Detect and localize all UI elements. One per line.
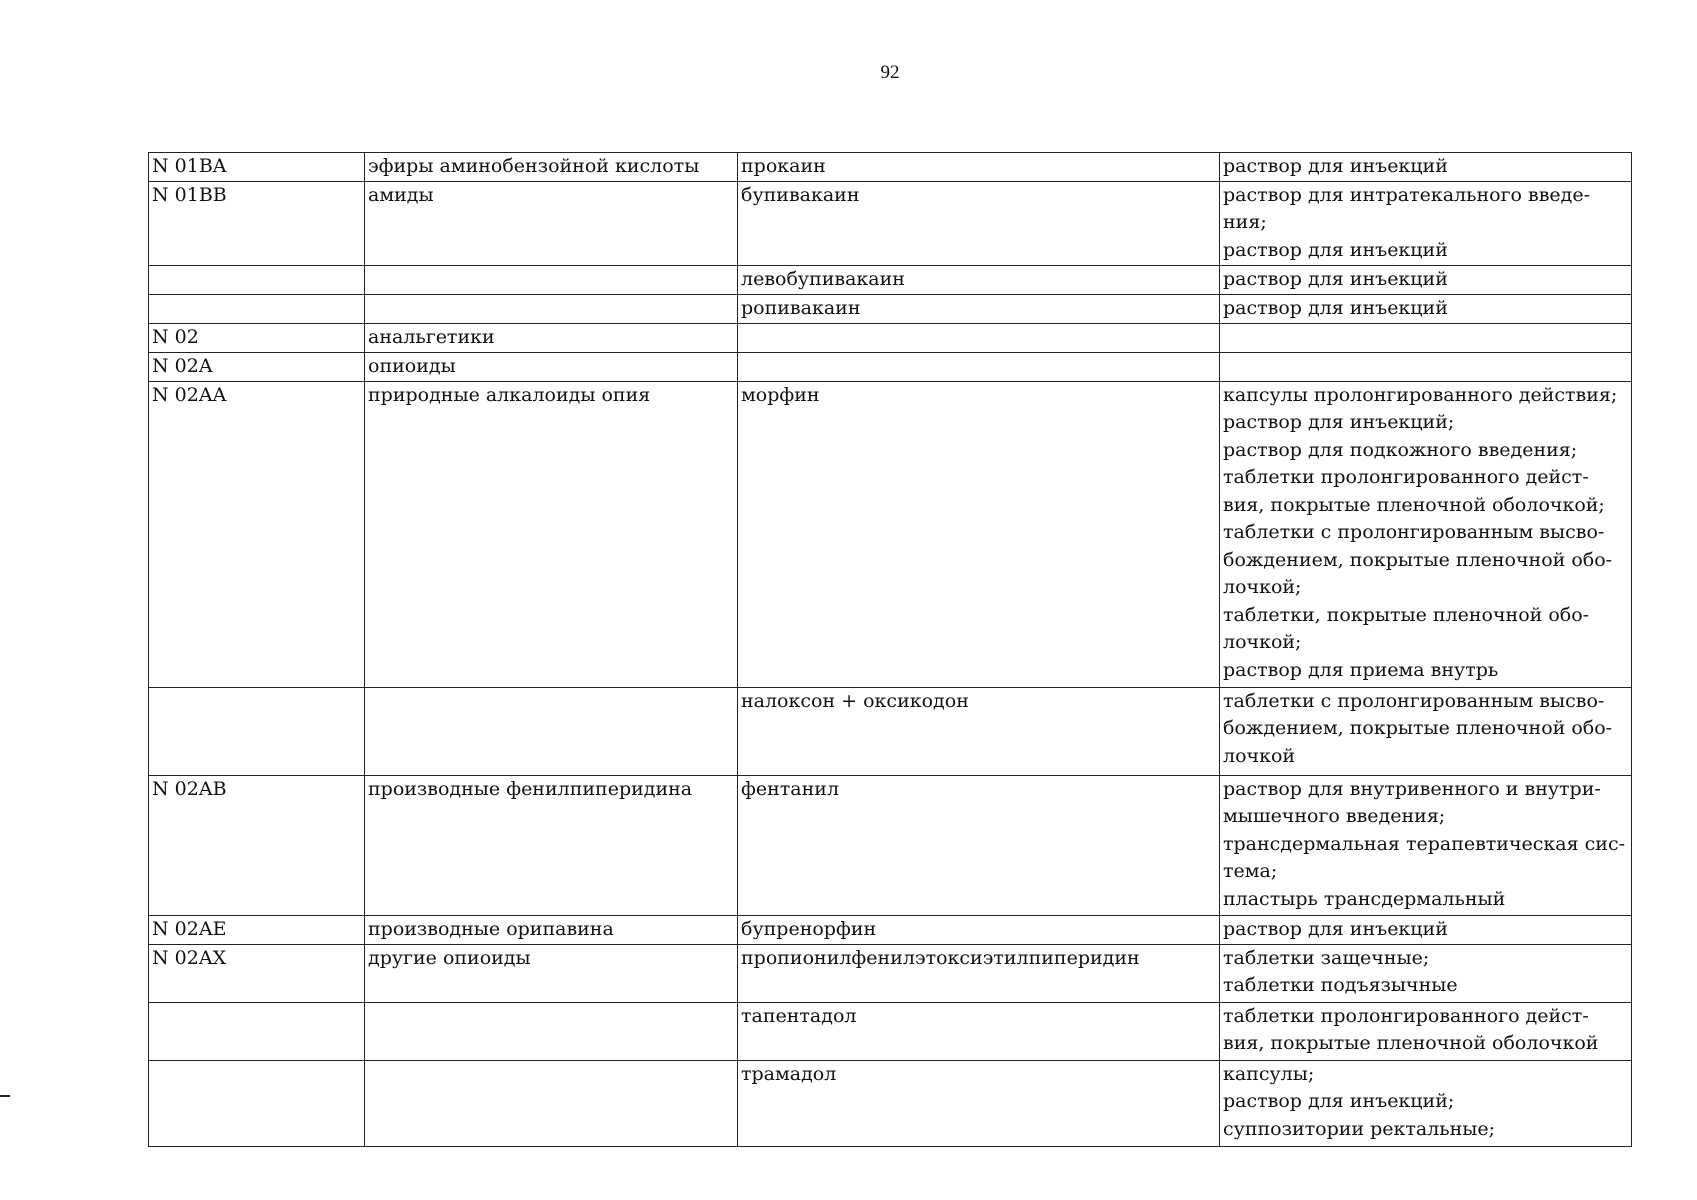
dosage-form-line: лочкой (1223, 744, 1296, 767)
drug-table (148, 152, 1632, 1147)
atc-code-cell: N 01BA (149, 153, 365, 182)
dosage-form-line: вия, покрытые пленочной оболочкой; (1223, 493, 1605, 516)
drug-name-cell: пропионилфенилэтоксиэтилпиперидин (738, 944, 1220, 1002)
dosage-form-line: раствор для подкожного введения; (1223, 438, 1578, 461)
atc-code-cell (149, 1002, 365, 1060)
table-row (149, 381, 1632, 687)
dosage-form-line: раствор для инъекций; (1223, 411, 1455, 433)
table-row (149, 181, 1632, 265)
dosage-form-line: ния; (1223, 211, 1267, 233)
dosage-form-line: суппозитории ректальные; (1223, 1117, 1496, 1140)
group-name-cell (365, 294, 738, 323)
dosage-form-line: раствор для интратекального введе- (1223, 183, 1591, 206)
drug-name-cell: ропивакаин (738, 294, 1220, 323)
group-name-cell: эфиры аминобензойной кислоты (365, 153, 738, 182)
group-name-cell (365, 687, 738, 775)
drug-name-cell: тапентадол (738, 1002, 1220, 1060)
dosage-form-line: раствор для внутривенного и внутри- (1223, 777, 1601, 800)
atc-code-cell (149, 294, 365, 323)
group-name-cell (365, 1060, 738, 1146)
group-name-cell: анальгетики (365, 323, 738, 352)
dosage-form-line: вия, покрытые пленочной оболочкой (1223, 1032, 1599, 1054)
dosage-form-line: таблетки с пролонгированным высво- (1223, 689, 1605, 712)
dosage-form-line: капсулы; (1223, 1062, 1315, 1085)
dosage-form-line: трансдермальная терапевтическая сис- (1223, 832, 1626, 855)
dosage-form-line: бождением, покрытые пленочной обо- (1223, 548, 1613, 571)
drug-name-cell: бупивакаин (738, 181, 1220, 265)
drug-name-cell (738, 323, 1220, 352)
table-row (149, 323, 1632, 352)
atc-code-cell (149, 687, 365, 775)
drug-name-cell: прокаин (738, 153, 1220, 182)
page-number: 92 (880, 62, 900, 83)
atc-code-cell: N 02AA (149, 381, 365, 687)
dosage-form-line: таблетки защечные; (1223, 946, 1430, 969)
table-row (149, 352, 1632, 381)
atc-code-cell: N 02AE (149, 915, 365, 944)
group-name-cell: другие опиоиды (365, 944, 738, 1002)
dosage-form-line: таблетки с пролонгированным высво- (1223, 521, 1605, 543)
dosage-form-line: таблетки пролонгированного дейст- (1223, 1004, 1589, 1027)
dosage-form-line: пластырь трансдермальный (1223, 887, 1506, 910)
atc-code-cell: N 01BB (149, 181, 365, 265)
dosage-form-line: раствор для инъекций (1223, 155, 1448, 177)
dosage-form-line: раствор для инъекций; (1223, 1090, 1455, 1112)
drug-name-cell: налоксон + оксикодон (738, 687, 1220, 775)
drug-name-cell: фентанил (738, 775, 1220, 915)
table-body (149, 153, 1632, 1147)
dosage-forms-cell (1220, 265, 1632, 294)
dosage-form-line: таблетки подъязычные (1223, 974, 1458, 996)
margin-mark (0, 1095, 10, 1097)
atc-code-cell (149, 265, 365, 294)
table-row (149, 153, 1632, 182)
atc-code-cell: N 02AX (149, 944, 365, 1002)
dosage-form-line: раствор для инъекций (1223, 296, 1448, 319)
group-name-cell (365, 1002, 738, 1060)
table-row (149, 1060, 1632, 1146)
dosage-form-line: бождением, покрытые пленочной обо- (1223, 717, 1613, 739)
group-name-cell: производные фенилпиперидина (365, 775, 738, 915)
group-name-cell: природные алкалоиды опия (365, 381, 738, 687)
dosage-forms-cell (1220, 775, 1632, 915)
dosage-forms-cell (1220, 323, 1632, 352)
dosage-forms-cell (1220, 687, 1632, 775)
table-row (149, 265, 1632, 294)
group-name-cell: опиоиды (365, 352, 738, 381)
dosage-form-line: таблетки пролонгированного дейст- (1223, 466, 1589, 488)
dosage-form-line: раствор для инъекций (1223, 238, 1448, 261)
group-name-cell: амиды (365, 181, 738, 265)
dosage-form-line: лочкой; (1223, 576, 1302, 598)
dosage-form-line: капсулы пролонгированного действия; (1223, 383, 1618, 406)
table-row (149, 1002, 1632, 1060)
dosage-forms-cell (1220, 944, 1632, 1002)
dosage-forms-cell (1220, 181, 1632, 265)
dosage-form-line: тема; (1223, 860, 1278, 882)
dosage-form-line: раствор для инъекций (1223, 917, 1448, 940)
table-row (149, 944, 1632, 1002)
drug-name-cell: бупренорфин (738, 915, 1220, 944)
dosage-forms-cell (1220, 352, 1632, 381)
dosage-forms-cell (1220, 294, 1632, 323)
dosage-forms-cell (1220, 1060, 1632, 1146)
dosage-form-line: мышечного введения; (1223, 805, 1446, 827)
group-name-cell: производные орипавина (365, 915, 738, 944)
atc-code-cell: N 02A (149, 352, 365, 381)
table-row (149, 775, 1632, 915)
table-row (149, 915, 1632, 944)
dosage-forms-cell (1220, 1002, 1632, 1060)
group-name-cell (365, 265, 738, 294)
table-row (149, 294, 1632, 323)
dosage-forms-cell (1220, 381, 1632, 687)
atc-code-cell: N 02 (149, 323, 365, 352)
table-row (149, 687, 1632, 775)
drug-name-cell: левобупивакаин (738, 265, 1220, 294)
drug-name-cell (738, 352, 1220, 381)
drug-name-cell: морфин (738, 381, 1220, 687)
dosage-forms-cell (1220, 153, 1632, 182)
dosage-form-line: лочкой; (1223, 631, 1302, 653)
dosage-forms-cell (1220, 915, 1632, 944)
dosage-form-line: раствор для приема внутрь (1223, 658, 1499, 681)
atc-code-cell: N 02AB (149, 775, 365, 915)
dosage-form-line: раствор для инъекций (1223, 267, 1448, 290)
drug-name-cell: трамадол (738, 1060, 1220, 1146)
dosage-form-line: таблетки, покрытые пленочной обо- (1223, 603, 1590, 626)
atc-code-cell (149, 1060, 365, 1146)
